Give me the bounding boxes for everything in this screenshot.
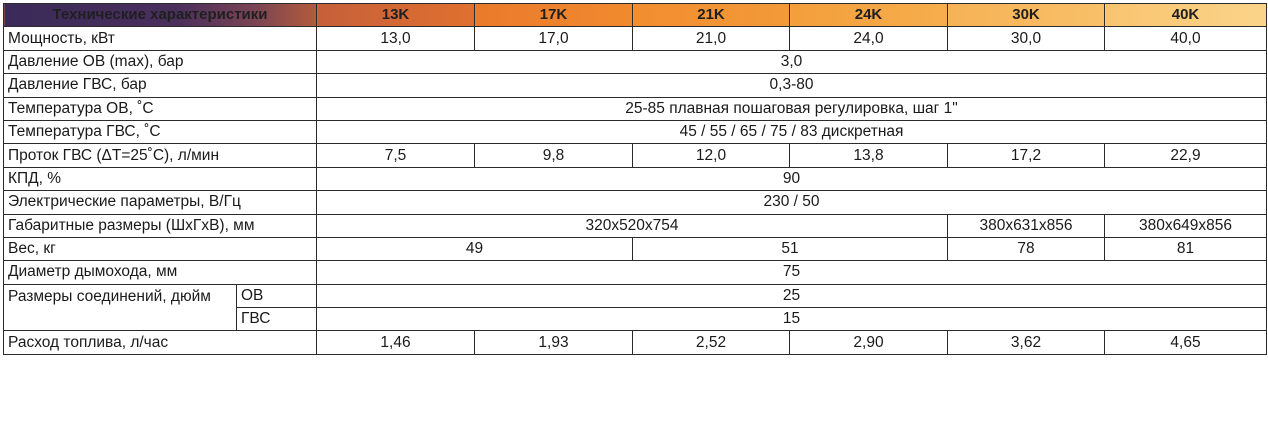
row-label-pressure-heating: Давление ОВ (max), бар [4, 50, 317, 73]
model-header-21k: 21K [633, 4, 790, 27]
model-header-13k: 13K [317, 4, 475, 27]
row-label-flow-dhw: Проток ГВС (ΔТ=25˚С), л/мин [4, 144, 317, 167]
weight-value: 49 [317, 237, 633, 260]
efficiency-value: 90 [317, 167, 1267, 190]
temp-heating-value: 25-85 плавная пошаговая регулировка, шаг 1" [317, 97, 1267, 120]
power-value: 24,0 [790, 27, 948, 50]
row-label-fuel: Расход топлива, л/час [4, 331, 317, 354]
table-row [4, 237, 1267, 260]
weight-value: 78 [948, 237, 1105, 260]
power-value: 40,0 [1105, 27, 1267, 50]
row-label-electrical: Электрические параметры, В/Гц [4, 191, 317, 214]
table-row [4, 120, 1267, 143]
weight-value: 81 [1105, 237, 1267, 260]
model-header-30k: 30K [948, 4, 1105, 27]
table-row [4, 27, 1267, 50]
flow-value: 12,0 [633, 144, 790, 167]
pressure-heating-value: 3,0 [317, 50, 1267, 73]
table-row [4, 50, 1267, 73]
row-label-flue: Диаметр дымохода, мм [4, 261, 317, 284]
dimensions-value: 320x520x754 [317, 214, 948, 237]
flow-value: 22,9 [1105, 144, 1267, 167]
electrical-value: 230 / 50 [317, 191, 1267, 214]
fuel-value: 1,46 [317, 331, 475, 354]
row-label-dimensions: Габаритные размеры (ШхГхВ), мм [4, 214, 317, 237]
temp-dhw-value: 45 / 55 / 65 / 75 / 83 дискретная [317, 120, 1267, 143]
power-value: 17,0 [475, 27, 633, 50]
flow-value: 7,5 [317, 144, 475, 167]
model-header-40k: 40K [1105, 4, 1267, 27]
table-row [4, 284, 1267, 307]
flow-value: 9,8 [475, 144, 633, 167]
flow-value: 17,2 [948, 144, 1105, 167]
row-label-connections: Размеры соединений, дюйм [4, 284, 237, 331]
connection-heating-value: 25 [317, 284, 1267, 307]
table-row [4, 97, 1267, 120]
specifications-table [3, 3, 1267, 355]
power-value: 21,0 [633, 27, 790, 50]
flue-value: 75 [317, 261, 1267, 284]
header-row [4, 4, 1267, 27]
fuel-value: 4,65 [1105, 331, 1267, 354]
fuel-value: 2,52 [633, 331, 790, 354]
table-row [4, 144, 1267, 167]
model-header-17k: 17K [475, 4, 633, 27]
table-row [4, 331, 1267, 354]
dimensions-value: 380x649x856 [1105, 214, 1267, 237]
pressure-dhw-value: 0,3-80 [317, 74, 1267, 97]
row-label-weight: Вес, кг [4, 237, 317, 260]
connection-dhw-label: ГВС [237, 308, 317, 331]
table-row [4, 74, 1267, 97]
row-label-pressure-dhw: Давление ГВС, бар [4, 74, 317, 97]
power-value: 30,0 [948, 27, 1105, 50]
table-row [4, 214, 1267, 237]
row-label-power: Мощность, кВт [4, 27, 317, 50]
dimensions-value: 380x631x856 [948, 214, 1105, 237]
table-row [4, 191, 1267, 214]
connection-heating-label: ОВ [237, 284, 317, 307]
fuel-value: 2,90 [790, 331, 948, 354]
flow-value: 13,8 [790, 144, 948, 167]
table-row [4, 261, 1267, 284]
row-label-efficiency: КПД, % [4, 167, 317, 190]
model-header-24k: 24K [790, 4, 948, 27]
row-label-temp-dhw: Температура ГВС, ˚С [4, 120, 317, 143]
fuel-value: 3,62 [948, 331, 1105, 354]
table-row [4, 167, 1267, 190]
row-label-temp-heating: Температура ОВ, ˚С [4, 97, 317, 120]
power-value: 13,0 [317, 27, 475, 50]
fuel-value: 1,93 [475, 331, 633, 354]
weight-value: 51 [633, 237, 948, 260]
table-title: Технические характеристики [4, 4, 317, 27]
connection-dhw-value: 15 [317, 308, 1267, 331]
